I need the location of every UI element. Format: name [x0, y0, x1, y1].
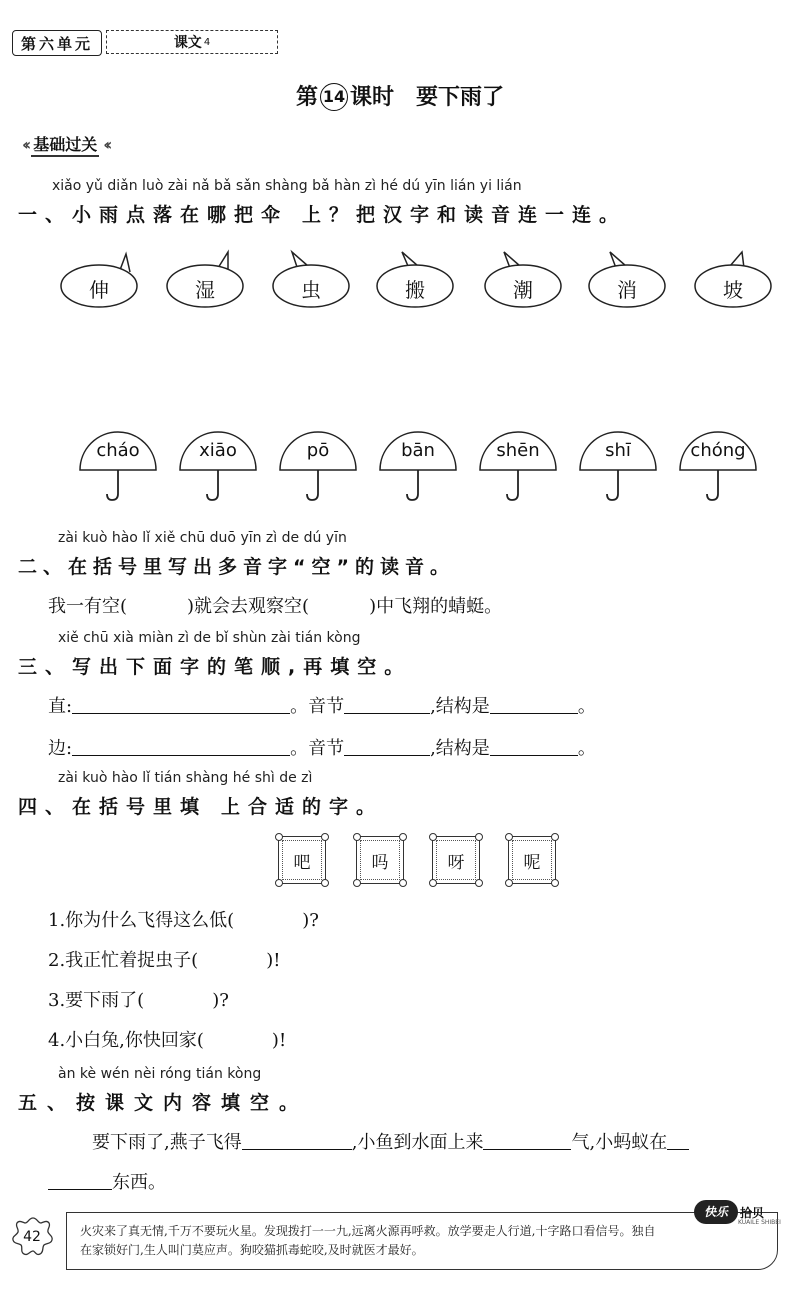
shibei-label: 拾贝 — [740, 1206, 765, 1220]
corner-ornament-icon — [429, 833, 437, 841]
page-number: 42 — [23, 1229, 41, 1245]
raindrop-bubble[interactable] — [372, 250, 458, 316]
corner-ornament-icon — [321, 833, 329, 841]
stroke-order-blank[interactable] — [72, 712, 290, 714]
section-banner — [18, 132, 112, 156]
q5-text-c: 气,小蚂蚁在 — [571, 1132, 668, 1153]
q3-line-2 — [48, 734, 596, 760]
structure-blank[interactable] — [490, 712, 578, 714]
chevron-left-icon: ‹‹ — [22, 134, 28, 154]
umbrella-pinyin: cháo — [96, 440, 140, 461]
q4-item-text: 2.我正忙着捉虫子( — [48, 950, 199, 971]
umbrella-pinyin: shī — [605, 440, 631, 461]
q5-pinyin: àn kè wén nèi róng tián kòng — [58, 1066, 262, 1082]
raindrop-bubble[interactable] — [480, 250, 566, 316]
safety-tip: 火灾来了真无情,千万不要玩火星。发现拨打一一九,远离火源再呼救。放学要走人行道,十字路口看信号。独自在家锁好门,生人叫门莫应声。狗咬猫抓毒蛇咬,及时就医才最好。 — [80, 1224, 656, 1257]
umbrella-pinyin: xiāo — [199, 440, 237, 461]
q5-sentence-2 — [48, 1168, 166, 1194]
q4-item-2 — [48, 946, 280, 972]
corner-ornament-icon — [353, 833, 361, 841]
q3-pinyin: xiě chū xià miàn zì de bǐ shùn zài tián kòng — [58, 630, 361, 646]
kuaile-badge: 快乐 — [694, 1200, 738, 1224]
word-choice-char: 呀 — [447, 852, 465, 873]
q5-blank-1[interactable] — [242, 1148, 352, 1150]
page-title — [0, 80, 800, 111]
structure-label: ,结构是 — [430, 696, 490, 717]
q1-title-b: 上？把汉字和读音连一连。 — [302, 204, 627, 226]
umbrella-pinyin: shēn — [496, 440, 540, 461]
corner-ornament-icon — [475, 879, 483, 887]
bubble-char: 坡 — [723, 278, 743, 302]
period: 。 — [577, 696, 596, 717]
q5-text-a: 要下雨了,燕子飞得 — [92, 1132, 242, 1153]
raindrop-bubble[interactable] — [690, 250, 776, 316]
raindrop-bubble[interactable] — [56, 250, 142, 316]
q4-item-end: )! — [266, 950, 281, 971]
q5-text-d: 东西。 — [112, 1172, 166, 1193]
title-prefix: 第 — [295, 85, 318, 110]
raindrop-bubble[interactable] — [584, 250, 670, 316]
raindrop-bubble[interactable] — [268, 250, 354, 316]
corner-ornament-icon — [429, 879, 437, 887]
umbrella[interactable] — [178, 430, 258, 504]
q2-title: 二、在括号里写出多音字“空”的读音。 — [18, 556, 455, 578]
structure-blank[interactable] — [490, 754, 578, 756]
q4-item-text: 3.要下雨了( — [48, 990, 145, 1011]
umbrella[interactable] — [578, 430, 658, 504]
q5-blank-3[interactable] — [667, 1148, 689, 1150]
syllable-blank[interactable] — [344, 712, 430, 714]
corner-ornament-icon — [353, 879, 361, 887]
q5-blank-2[interactable] — [483, 1148, 571, 1150]
umbrella[interactable] — [678, 430, 758, 504]
lesson-number: 14 — [320, 83, 348, 111]
bubble-char: 伸 — [89, 278, 109, 302]
corner-ornament-icon — [399, 833, 407, 841]
section-title: 基础过关 — [31, 132, 99, 157]
umbrella[interactable] — [278, 430, 358, 504]
q4-item-text: 4.小白兔,你快回家( — [48, 1030, 204, 1051]
bubble-char: 虫 — [301, 278, 321, 302]
word-choice-char: 吧 — [293, 852, 311, 873]
lesson-name: 要下雨了 — [416, 85, 505, 110]
q4-title — [18, 792, 383, 819]
q4-title-b: 上合适的字。 — [221, 796, 384, 818]
q2-sentence — [48, 592, 502, 618]
word-choice[interactable] — [278, 836, 326, 884]
colon: : — [66, 738, 73, 759]
corner-ornament-icon — [475, 833, 483, 841]
word-choice[interactable] — [432, 836, 480, 884]
umbrella[interactable] — [78, 430, 158, 504]
lesson-tab-num: 4 — [203, 36, 211, 48]
unit-tab: 第六单元 — [12, 30, 102, 56]
bubble-char: 搬 — [405, 278, 425, 302]
corner-ornament-icon — [275, 833, 283, 841]
period: 。 — [577, 738, 596, 759]
q4-pinyin: zài kuò hào lǐ tián shàng hé shì de zì — [58, 770, 313, 786]
lesson-tab-label: 课文 — [173, 35, 202, 51]
title-suffix: 课时 — [349, 85, 394, 110]
q3-title-b: ,再填空。 — [288, 656, 412, 678]
syllable-blank[interactable] — [344, 754, 430, 756]
period: 。 — [290, 738, 309, 759]
bubble-char: 潮 — [513, 278, 533, 302]
q4-item-end: )? — [212, 990, 229, 1011]
corner-ornament-icon — [505, 879, 513, 887]
period: 。 — [290, 696, 309, 717]
corner-ornament-icon — [399, 879, 407, 887]
q3-char: 直 — [48, 696, 66, 717]
q4-item-end: )! — [271, 1030, 287, 1051]
bubble-char: 消 — [617, 278, 637, 302]
umbrella-pinyin: chóng — [690, 440, 746, 461]
colon: : — [66, 696, 73, 717]
word-choice-char: 吗 — [371, 852, 389, 873]
chevron-left-icon: ‹‹ — [103, 134, 109, 154]
q3-title-a: 三、写出下面字的笔顺 — [18, 656, 289, 678]
q3-line-1 — [48, 692, 596, 718]
umbrella[interactable] — [478, 430, 558, 504]
q3-title — [18, 652, 411, 679]
syllable-label: 音节 — [308, 696, 345, 717]
corner-ornament-icon — [551, 879, 559, 887]
stroke-order-blank[interactable] — [72, 754, 290, 756]
shibei-pinyin: KUAILE SHIBEI — [738, 1219, 781, 1226]
syllable-label: 音节 — [308, 738, 345, 759]
corner-ornament-icon — [551, 833, 559, 841]
q1-pinyin: xiǎo yǔ diǎn luò zài nǎ bǎ sǎn shàng bǎ hàn zì hé dú yīn lián yi lián — [52, 178, 522, 194]
q4-item-1 — [48, 906, 319, 932]
q1-title-a: 一、小雨点落在哪把伞 — [18, 204, 289, 226]
q4-item-text: 1.你为什么飞得这么低( — [48, 910, 235, 931]
q4-item-end: )? — [302, 910, 319, 931]
q4-item-3 — [48, 986, 229, 1012]
q3-char: 边 — [48, 738, 66, 759]
corner-ornament-icon — [505, 833, 513, 841]
corner-ornament-icon — [321, 879, 329, 887]
q4-title-a: 四、在括号里填 — [18, 796, 208, 818]
word-choice-char: 呢 — [523, 852, 541, 873]
structure-label: ,结构是 — [430, 738, 490, 759]
q2-text-c: )中飞翔的蜻蜓。 — [369, 596, 503, 617]
raindrop-bubble[interactable] — [162, 250, 248, 316]
q2-text-a: 我一有空( — [48, 596, 128, 617]
umbrella[interactable] — [378, 430, 458, 504]
umbrella-pinyin: bān — [401, 440, 435, 461]
q2-text-b: )就会去观察空( — [187, 596, 310, 617]
umbrella-pinyin: pō — [306, 440, 330, 461]
q4-item-4 — [48, 1026, 286, 1052]
q2-pinyin: zài kuò hào lǐ xiě chū duō yīn zì de dú yīn — [58, 530, 347, 546]
q5-text-b: ,小鱼到水面上来 — [351, 1132, 484, 1153]
q5-blank-3-cont[interactable] — [48, 1188, 112, 1190]
word-choice[interactable] — [508, 836, 556, 884]
q5-sentence-1 — [92, 1128, 689, 1154]
bubble-char: 湿 — [195, 278, 215, 302]
corner-ornament-icon — [275, 879, 283, 887]
lesson-tab — [106, 30, 278, 54]
q1-title — [18, 200, 626, 227]
q5-title: 五、按课文内容填空。 — [18, 1092, 309, 1114]
word-choice[interactable] — [356, 836, 404, 884]
